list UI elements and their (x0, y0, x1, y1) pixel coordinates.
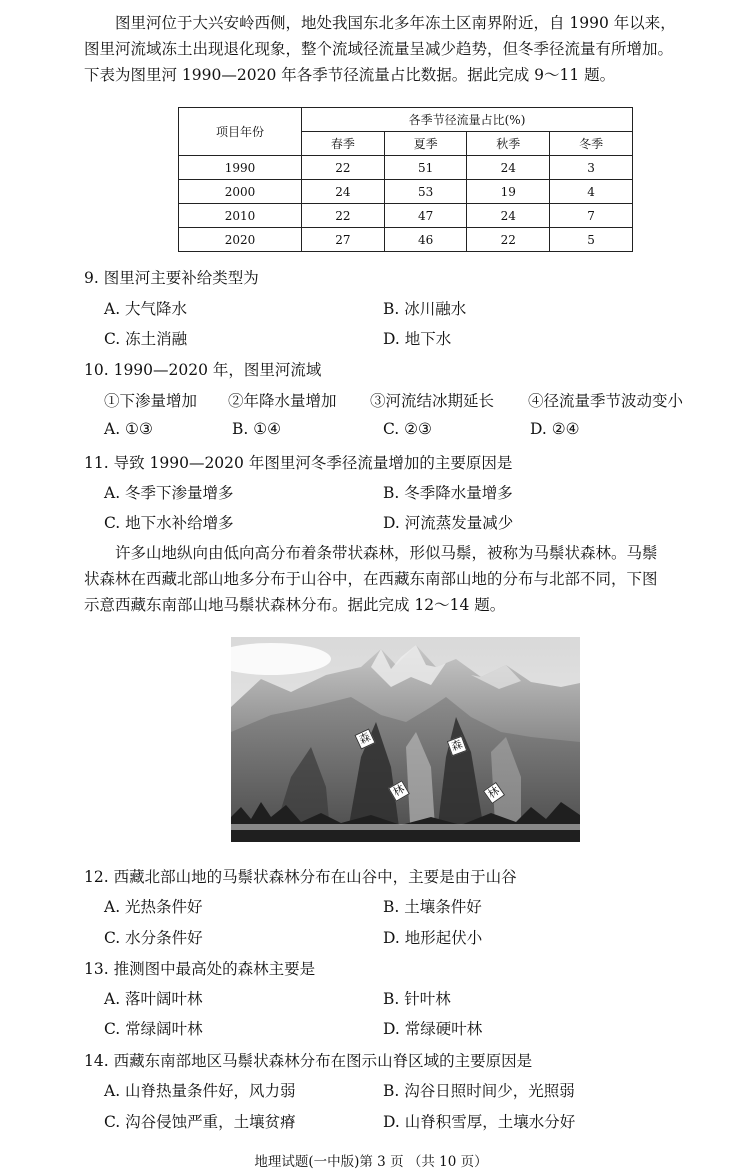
value-cell: 53 (384, 180, 467, 204)
q9-option-d[interactable]: D. 地下水 (383, 330, 452, 348)
value-cell: 5 (550, 228, 633, 252)
passage-2-line-1: 许多山地纵向由低向高分布着条带状森林，形似马鬃，被称为马鬃状森林。马鬃 (115, 544, 658, 562)
table-row (179, 228, 633, 252)
q14-option-a[interactable]: A. 山脊热量条件好，风力弱 (104, 1082, 296, 1100)
value-cell: 3 (550, 156, 633, 180)
value-cell: 51 (384, 156, 467, 180)
year-cell: 2010 (179, 204, 302, 228)
season-header: 夏季 (384, 132, 467, 156)
passage-2-line-3: 示意西藏东南部山地马鬃状森林分布。据此完成 12～14 题。 (84, 596, 506, 614)
q12-option-d[interactable]: D. 地形起伏小 (383, 929, 483, 947)
q13-stem: 13. 推测图中最高处的森林主要是 (84, 960, 316, 978)
q10-stem: 10. 1990—2020 年，图里河流域 (84, 361, 322, 379)
q13-option-c[interactable]: C. 常绿阔叶林 (104, 1020, 203, 1038)
value-cell: 22 (467, 228, 550, 252)
q10-statement-4: ④径流量季节波动变小 (528, 392, 684, 410)
value-cell: 24 (467, 156, 550, 180)
mountain-forest-photo (231, 637, 580, 842)
q10-statement-2: ②年降水量增加 (228, 392, 337, 410)
intro-paragraph (84, 10, 724, 88)
table-row (179, 204, 633, 228)
q12-option-c[interactable]: C. 水分条件好 (104, 929, 203, 947)
mountain-illustration (231, 637, 580, 842)
q9-stem: 9. 图里河主要补给类型为 (84, 269, 259, 287)
q13-option-b[interactable]: B. 针叶林 (383, 990, 451, 1008)
q11-stem: 11. 导致 1990—2020 年图里河冬季径流量增加的主要原因是 (84, 454, 513, 472)
value-cell: 24 (302, 180, 385, 204)
q14-option-c[interactable]: C. 沟谷侵蚀严重，土壤贫瘠 (104, 1113, 296, 1131)
value-cell: 27 (302, 228, 385, 252)
value-cell: 24 (467, 204, 550, 228)
q14-option-d[interactable]: D. 山脊积雪厚，土壤水分好 (383, 1113, 576, 1131)
q13-option-a[interactable]: A. 落叶阔叶林 (104, 990, 203, 1008)
passage-2 (84, 540, 724, 618)
passage-2-line-2: 状森林在西藏北部山地多分布于山谷中，在西藏东南部山地的分布与北部不同，下图 (84, 570, 658, 588)
forest-label-4: 林 (483, 782, 505, 804)
q11-option-d[interactable]: D. 河流蒸发量减少 (383, 514, 514, 532)
forest-label-2: 森 (447, 736, 468, 757)
season-header: 冬季 (550, 132, 633, 156)
q9-option-a[interactable]: A. 大气降水 (104, 300, 188, 318)
q9-option-c[interactable]: C. 冻土消融 (104, 330, 188, 348)
q10-option-c[interactable]: C. ②③ (383, 420, 432, 438)
runoff-table (178, 107, 633, 252)
year-cell: 2020 (179, 228, 302, 252)
value-cell: 4 (550, 180, 633, 204)
q11-option-a[interactable]: A. 冬季下渗量增多 (104, 484, 234, 502)
value-cell: 22 (302, 156, 385, 180)
table-group-header: 各季节径流量占比(%) (302, 108, 633, 132)
table-corner: 项目年份 (179, 108, 302, 156)
value-cell: 7 (550, 204, 633, 228)
q11-option-c[interactable]: C. 地下水补给增多 (104, 514, 234, 532)
q11-option-b[interactable]: B. 冬季降水量增多 (383, 484, 513, 502)
intro-line-2: 图里河流域冻土出现退化现象，整个流域径流量呈减少趋势，但冬季径流量有所增加。 (84, 40, 674, 58)
season-header: 春季 (302, 132, 385, 156)
q14-option-b[interactable]: B. 沟谷日照时间少，光照弱 (383, 1082, 575, 1100)
q12-option-b[interactable]: B. 土壤条件好 (383, 898, 482, 916)
value-cell: 46 (384, 228, 467, 252)
q14-stem: 14. 西藏东南部地区马鬃状森林分布在图示山脊区域的主要原因是 (84, 1052, 533, 1070)
forest-label-3: 林 (388, 780, 410, 802)
q10-option-a[interactable]: A. ①③ (104, 420, 153, 438)
q12-stem: 12. 西藏北部山地的马鬃状森林分布在山谷中，主要是由于山谷 (84, 868, 517, 886)
q10-statement-3: ③河流结冰期延长 (370, 392, 495, 410)
value-cell: 47 (384, 204, 467, 228)
page-footer: 地理试题(一中版)第 3 页 （共 10 页） (254, 1154, 488, 1170)
q9-option-b[interactable]: B. 冰川融水 (383, 300, 467, 318)
forest-label-1: 森 (354, 728, 375, 749)
table-row (179, 156, 633, 180)
q10-option-b[interactable]: B. ①④ (232, 420, 282, 438)
q12-option-a[interactable]: A. 光热条件好 (104, 898, 203, 916)
value-cell: 19 (467, 180, 550, 204)
q13-option-d[interactable]: D. 常绿硬叶林 (383, 1020, 483, 1038)
intro-line-3: 下表为图里河 1990—2020 年各季节径流量占比数据。据此完成 9～11 题。 (84, 66, 616, 84)
value-cell: 22 (302, 204, 385, 228)
year-cell: 2000 (179, 180, 302, 204)
intro-line-1: 图里河位于大兴安岭西侧，地处我国东北多年冻土区南界附近，自 1990 年以来， (115, 14, 676, 32)
table-row (179, 180, 633, 204)
season-header: 秋季 (467, 132, 550, 156)
q10-option-d[interactable]: D. ②④ (530, 420, 580, 438)
q10-statement-1: ①下渗量增加 (104, 392, 198, 410)
year-cell: 1990 (179, 156, 302, 180)
